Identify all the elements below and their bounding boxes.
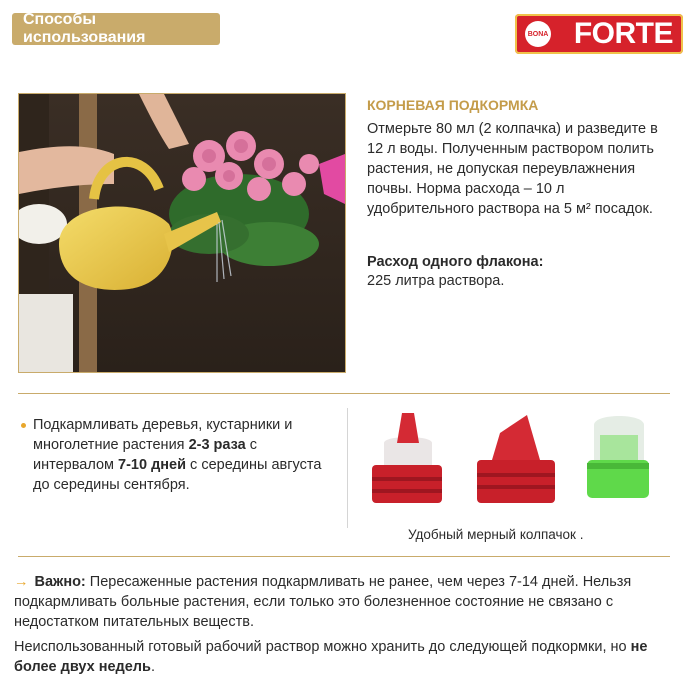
logo-badge: BONA <box>525 21 551 47</box>
usage-value: 225 литра раствора. <box>367 273 505 289</box>
important-label: Важно: <box>34 574 86 590</box>
storage-bold: не более двух недель <box>14 639 648 675</box>
storage-note <box>14 637 684 677</box>
bullet-part: с интервалом <box>33 437 258 473</box>
vertical-divider <box>347 408 348 528</box>
measuring-cap-icon <box>372 413 442 503</box>
bullet-bold: 7-10 дней <box>118 457 187 473</box>
watering-photo <box>18 93 346 373</box>
brand-logo <box>515 14 683 54</box>
measuring-caps <box>362 405 682 515</box>
instructions-text: Отмерьте 80 мл (2 колпачка) и разведите в 12 л воды. Полученным раствором полить растения, не допуская переувлажнения почвы. Норма расхода – 10 л удобрительного раствора на 5 м² посадок. <box>367 121 658 217</box>
header-title: Способы использования <box>23 11 146 46</box>
storage-end: . <box>150 659 155 675</box>
important-text: Пересаженные растения подкармливать не ранее, чем через 7-14 дней. Нельзя подкармливать больные растения, если только это болезненное состояние не связано с недостатком питательных веществ. <box>14 574 632 630</box>
header-badge <box>12 13 220 45</box>
storage-text: Неиспользованный готовый рабочий раствор можно хранить до следующей подкормки, но <box>14 639 631 655</box>
arrow-right-icon: → <box>14 574 29 590</box>
section-title: КОРНЕВАЯ ПОДКОРМКА <box>367 97 539 113</box>
bullet-bold: 2-3 раза <box>188 437 246 453</box>
caps-caption: Удобный мерный колпачок . <box>408 527 584 542</box>
bullet-dot <box>21 423 26 428</box>
logo-word: FORTE <box>573 17 673 50</box>
bullet-part: с середины августа до середины сентября. <box>33 457 322 493</box>
divider-top <box>18 393 670 394</box>
feeding-schedule-text <box>33 415 333 495</box>
important-note <box>14 572 684 632</box>
bullet-part: Подкармливать деревья, кустарники и многолетние растения <box>33 417 293 453</box>
divider-bottom <box>18 556 670 557</box>
watering-can-photo <box>19 94 345 372</box>
usage-label: Расход одного флакона: <box>367 254 544 270</box>
